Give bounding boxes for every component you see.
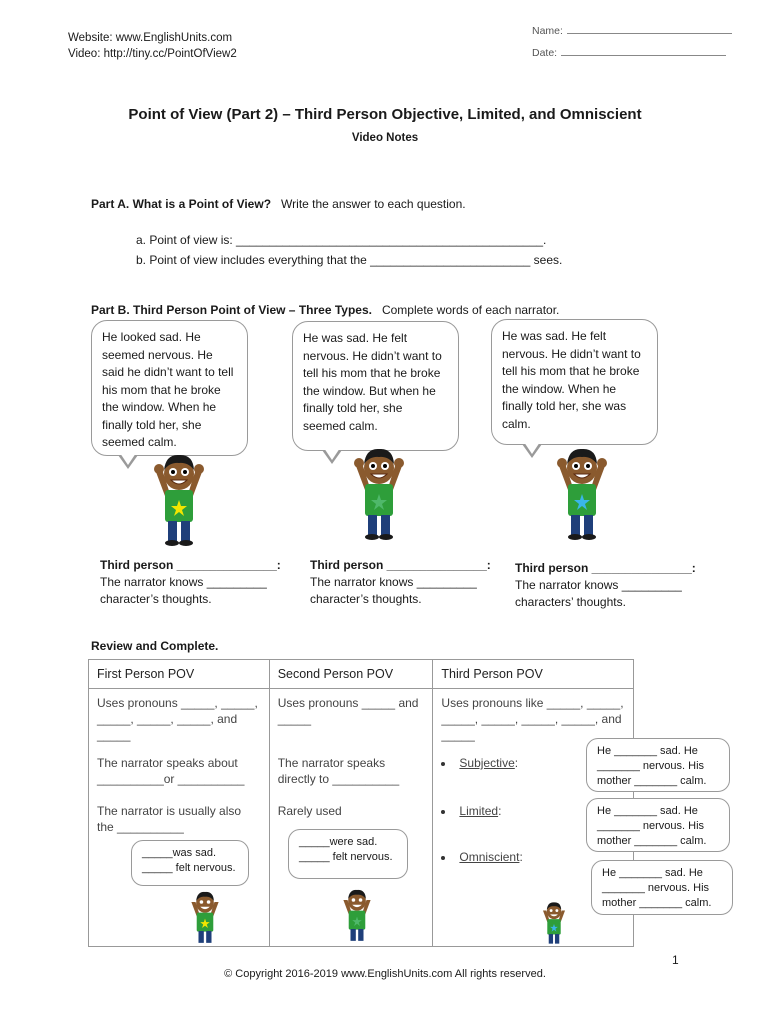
page-title: Point of View (Part 2) – Third Person Objective, Limited, and Omniscient bbox=[128, 106, 642, 123]
third-pronouns[interactable]: Uses pronouns like _____, _____, _____, _____, _____, _____, and _____ bbox=[433, 689, 634, 750]
third-limited-cell: Limited: bbox=[433, 797, 634, 843]
third-limited-bubble bbox=[586, 798, 730, 852]
part-a-heading bbox=[91, 197, 466, 211]
small-boy-illustration bbox=[533, 900, 575, 947]
third-subjective-bubble bbox=[586, 738, 730, 792]
bubble-line[interactable]: _______ nervous. His bbox=[602, 882, 710, 894]
date-label: Date: bbox=[532, 47, 558, 59]
first-speaks[interactable]: The narrator speaks about __________or __________ bbox=[89, 749, 270, 797]
second-pronouns[interactable]: Uses pronouns _____ and _____ bbox=[269, 689, 433, 750]
bubble-line[interactable]: mother _______ calm. bbox=[597, 775, 707, 787]
third-omniscient-bubble bbox=[591, 860, 733, 915]
part-a-questions bbox=[136, 230, 562, 270]
column-header: First Person POV bbox=[89, 660, 270, 689]
caption-objective bbox=[100, 557, 281, 608]
bubble-line[interactable]: _____ felt nervous. bbox=[142, 862, 236, 874]
limited-label: Limited bbox=[459, 804, 499, 818]
bubble-line[interactable]: He _______ sad. He bbox=[597, 745, 698, 757]
bubble-line[interactable]: He _______ sad. He bbox=[597, 805, 698, 817]
bullet-icon bbox=[441, 810, 445, 814]
caption-line: character’s thoughts. bbox=[310, 592, 422, 606]
page-number: 1 bbox=[672, 953, 679, 967]
speech-bubble-objective: He looked sad. He seemed nervous. He said he didn’t want to tell his mom that he broke the window. When he finally told her, she seemed calm. bbox=[91, 320, 248, 456]
bubble-line[interactable]: _____ felt nervous. bbox=[299, 851, 393, 863]
name-date-fields bbox=[532, 20, 732, 64]
boy-figure bbox=[154, 455, 204, 546]
table-row bbox=[89, 689, 634, 750]
caption-line: characters’ thoughts. bbox=[515, 595, 626, 609]
caption-omniscient bbox=[515, 560, 696, 611]
page-subtitle: Video Notes bbox=[351, 132, 419, 144]
bubble-line[interactable]: _______ nervous. His bbox=[597, 760, 705, 772]
question-b[interactable]: b. Point of view includes everything that the ________________________ sees. bbox=[136, 253, 563, 267]
table-row bbox=[89, 749, 634, 797]
first-usually[interactable]: The narrator is usually also the __________ bbox=[89, 797, 270, 843]
part-b-instruction: Complete words of each narrator. bbox=[381, 303, 560, 317]
subjective-label: Subjective bbox=[459, 756, 515, 770]
caption-line[interactable]: The narrator knows _________ bbox=[515, 578, 682, 592]
speech-bubble-tail bbox=[118, 455, 138, 469]
boy-illustration bbox=[348, 444, 410, 542]
caption-line[interactable]: The narrator knows _________ bbox=[310, 575, 477, 589]
small-boy-illustration bbox=[334, 887, 380, 945]
caption-title[interactable]: Third person _______________: bbox=[100, 558, 281, 572]
third-omniscient-cell: Omniscient: bbox=[433, 843, 634, 947]
second-usually: Rarely used bbox=[269, 797, 433, 843]
date-field[interactable] bbox=[532, 42, 732, 64]
speech-bubble-tail bbox=[522, 444, 542, 458]
review-title: Review and Complete. bbox=[91, 639, 219, 653]
bubble-line[interactable]: _______ nervous. His bbox=[597, 820, 705, 832]
bubble-line[interactable]: He _______ sad. He bbox=[602, 867, 703, 879]
boy-figure bbox=[354, 449, 404, 540]
part-b-heading bbox=[91, 303, 559, 317]
part-b-title: Part B. Third Person Point of View – Three Types. bbox=[91, 303, 372, 317]
caption-title[interactable]: Third person _______________: bbox=[515, 561, 696, 575]
boy-illustration bbox=[551, 444, 613, 542]
second-person-bubble bbox=[288, 829, 408, 879]
bubble-line[interactable]: _____were sad. bbox=[299, 836, 378, 848]
boy-figure bbox=[557, 449, 607, 540]
first-pronouns[interactable]: Uses pronouns _____, _____, _____, _____, _____, and _____ bbox=[89, 689, 270, 750]
caption-line[interactable]: The narrator knows _________ bbox=[100, 575, 267, 589]
caption-limited bbox=[310, 557, 491, 608]
footer-copyright: © Copyright 2016-2019 www.EnglishUnits.com All rights reserved. bbox=[224, 968, 546, 980]
boy-illustration bbox=[148, 450, 210, 548]
column-header: Second Person POV bbox=[269, 660, 433, 689]
table-header-row bbox=[89, 660, 634, 689]
bullet-icon bbox=[441, 856, 445, 860]
part-a-title: Part A. What is a Point of View? bbox=[91, 197, 272, 211]
omniscient-label: Omniscient bbox=[459, 850, 520, 864]
column-header: Third Person POV bbox=[433, 660, 634, 689]
bubble-line[interactable]: _____was sad. bbox=[142, 847, 216, 859]
speech-bubble-limited: He was sad. He felt nervous. He didn’t want to tell his mom that he broke the window. But when he finally told her, she seemed calm. bbox=[292, 321, 459, 451]
bubble-line[interactable]: mother _______ calm. bbox=[602, 897, 712, 909]
website-text: Website: www.EnglishUnits.com bbox=[68, 32, 233, 44]
bubble-line[interactable]: mother _______ calm. bbox=[597, 835, 707, 847]
video-text: Video: http://tiny.cc/PointOfView2 bbox=[68, 48, 237, 60]
speech-bubble-tail bbox=[322, 450, 342, 464]
question-a[interactable]: a. Point of view is: ______________________________________________. bbox=[136, 233, 547, 247]
small-boy-illustration bbox=[182, 889, 228, 947]
speech-bubble-omniscient: He was sad. He felt nervous. He didn’t want to tell his mom that he broke the window. When he finally told her, she was calm. bbox=[491, 319, 658, 445]
caption-title[interactable]: Third person _______________: bbox=[310, 558, 491, 572]
name-field[interactable] bbox=[532, 20, 732, 42]
name-label: Name: bbox=[532, 25, 563, 37]
second-speaks[interactable]: The narrator speaks directly to __________ bbox=[269, 749, 433, 797]
caption-line: character’s thoughts. bbox=[100, 592, 212, 606]
bullet-icon bbox=[441, 762, 445, 766]
third-subjective-cell: Subjective: bbox=[433, 749, 634, 797]
first-person-bubble bbox=[131, 840, 249, 886]
header-info bbox=[68, 30, 237, 62]
part-a-instruction: Write the answer to each question. bbox=[281, 197, 466, 211]
